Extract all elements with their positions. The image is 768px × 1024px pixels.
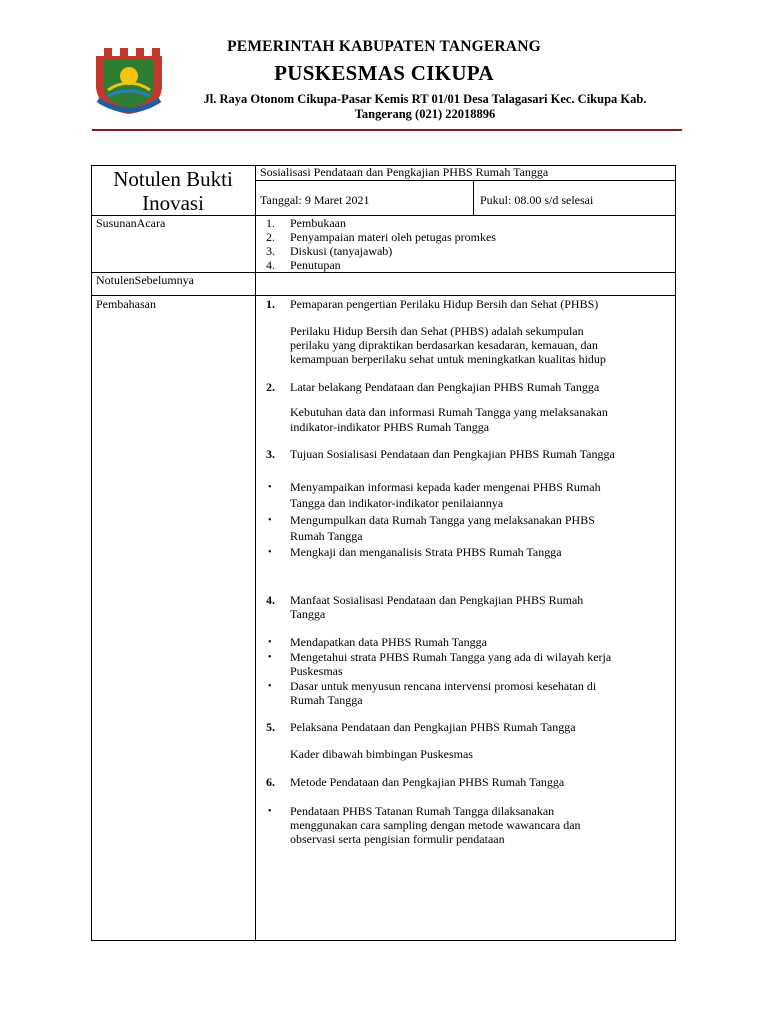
- agenda-label: SusunanAcara: [96, 216, 166, 230]
- bullet-icon: •: [268, 806, 272, 817]
- date-time-divider: [473, 180, 474, 216]
- bullet-text: observasi serta pengisian formulir pendataan: [290, 832, 505, 846]
- row-divider: [91, 295, 676, 296]
- column-divider: [255, 165, 256, 941]
- bullet-icon: •: [268, 637, 272, 648]
- bullet-text: menggunakan cara sampling dengan metode wawancara dan: [290, 818, 581, 832]
- agenda-item: Penyampaian materi oleh petugas promkes: [290, 230, 496, 244]
- paragraph-line: kemampuan berperilaku sehat untuk meningkatkan kualitas hidup: [290, 352, 606, 366]
- section-number: 3.: [266, 447, 275, 461]
- bullet-text: Menyampaikan informasi kepada kader mengenai PHBS Rumah: [290, 480, 601, 494]
- organization-name: PUSKESMAS CIKUPA: [274, 61, 494, 85]
- title-line-1: Notulen Bukti: [113, 167, 233, 191]
- bullet-icon: •: [268, 652, 272, 663]
- agenda-item: Penutupan: [290, 258, 341, 272]
- paragraph-line: perilaku yang dipraktikan berdasarkan kesadaran, kemauan, dan: [290, 338, 598, 352]
- bullet-icon: •: [268, 482, 272, 493]
- paragraph-line: Kader dibawah bimbingan Puskesmas: [290, 747, 473, 761]
- title-line-2: Inovasi: [142, 191, 204, 215]
- row-divider: [255, 180, 676, 181]
- agenda-number: 2.: [266, 230, 275, 244]
- document-title: [91, 167, 255, 215]
- agenda-item: Diskusi (tanyajawab): [290, 244, 393, 258]
- address-line-2: Tangerang (021) 22018896: [354, 107, 496, 121]
- section-title: Tujuan Sosialisasi Pendataan dan Pengkajian PHBS Rumah Tangga: [290, 447, 615, 461]
- row-divider: [91, 215, 676, 216]
- agenda-number: 1.: [266, 216, 275, 230]
- meeting-date: Tanggal: 9 Maret 2021: [260, 193, 370, 207]
- government-name: PEMERINTAH KABUPATEN TANGERANG: [227, 38, 541, 55]
- section-title: Latar belakang Pendataan dan Pengkajian PHBS Rumah Tangga: [290, 380, 600, 394]
- bullet-text: Mengumpulkan data Rumah Tangga yang melaksanakan PHBS: [290, 513, 595, 527]
- section-title: Tangga: [290, 607, 326, 621]
- meeting-time: Pukul: 08.00 s/d selesai: [480, 193, 594, 207]
- discussion-label: Pembahasan: [96, 297, 156, 311]
- section-number: 2.: [266, 380, 275, 394]
- previous-minutes-label: NotulenSebelumnya: [96, 273, 194, 287]
- section-title: Metode Pendataan dan Pengkajian PHBS Rumah Tangga: [290, 775, 565, 789]
- bullet-text: Puskesmas: [290, 664, 343, 678]
- bullet-text: Rumah Tangga: [290, 693, 363, 707]
- agenda-number: 3.: [266, 244, 275, 258]
- meeting-subject: Sosialisasi Pendataan dan Pengkajian PHBS Rumah Tangga: [260, 165, 549, 179]
- agenda-number: 4.: [266, 258, 275, 272]
- section-number: 6.: [266, 775, 275, 789]
- section-title: Manfaat Sosialisasi Pendataan dan Pengkajian PHBS Rumah: [290, 593, 584, 607]
- section-number: 4.: [266, 593, 275, 607]
- bullet-text: Mengetahui strata PHBS Rumah Tangga yang ada di wilayah kerja: [290, 650, 612, 664]
- bullet-icon: •: [268, 515, 272, 526]
- address-line-1: Jl. Raya Otonom Cikupa-Pasar Kemis RT 01/01 Desa Talagasari Kec. Cikupa Kab.: [203, 92, 647, 106]
- bullet-text: Tangga dan indikator-indikator penilaiannya: [290, 496, 504, 510]
- agenda-item: Pembukaan: [290, 216, 346, 230]
- bullet-text: Rumah Tangga: [290, 529, 363, 543]
- bullet-text: Mengkaji dan menganalisis Strata PHBS Rumah Tangga: [290, 545, 562, 559]
- section-title: Pemaparan pengertian Perilaku Hidup Bersih dan Sehat (PHBS): [290, 297, 599, 311]
- bullet-icon: •: [268, 681, 272, 692]
- bullet-text: Dasar untuk menyusun rencana intervensi promosi kesehatan di: [290, 679, 597, 693]
- section-title: Pelaksana Pendataan dan Pengkajian PHBS Rumah Tangga: [290, 720, 576, 734]
- section-number: 1.: [266, 297, 275, 311]
- paragraph-line: indikator-indikator PHBS Rumah Tangga: [290, 420, 490, 434]
- bullet-text: Pendataan PHBS Tatanan Rumah Tangga dilaksanakan: [290, 804, 555, 818]
- bullet-text: Mendapatkan data PHBS Rumah Tangga: [290, 635, 487, 649]
- bullet-icon: •: [268, 547, 272, 558]
- paragraph-line: Perilaku Hidup Bersih dan Sehat (PHBS) adalah sekumpulan: [290, 324, 584, 338]
- paragraph-line: Kebutuhan data dan informasi Rumah Tangga yang melaksanakan: [290, 405, 608, 419]
- header-divider: [92, 129, 682, 131]
- section-number: 5.: [266, 720, 275, 734]
